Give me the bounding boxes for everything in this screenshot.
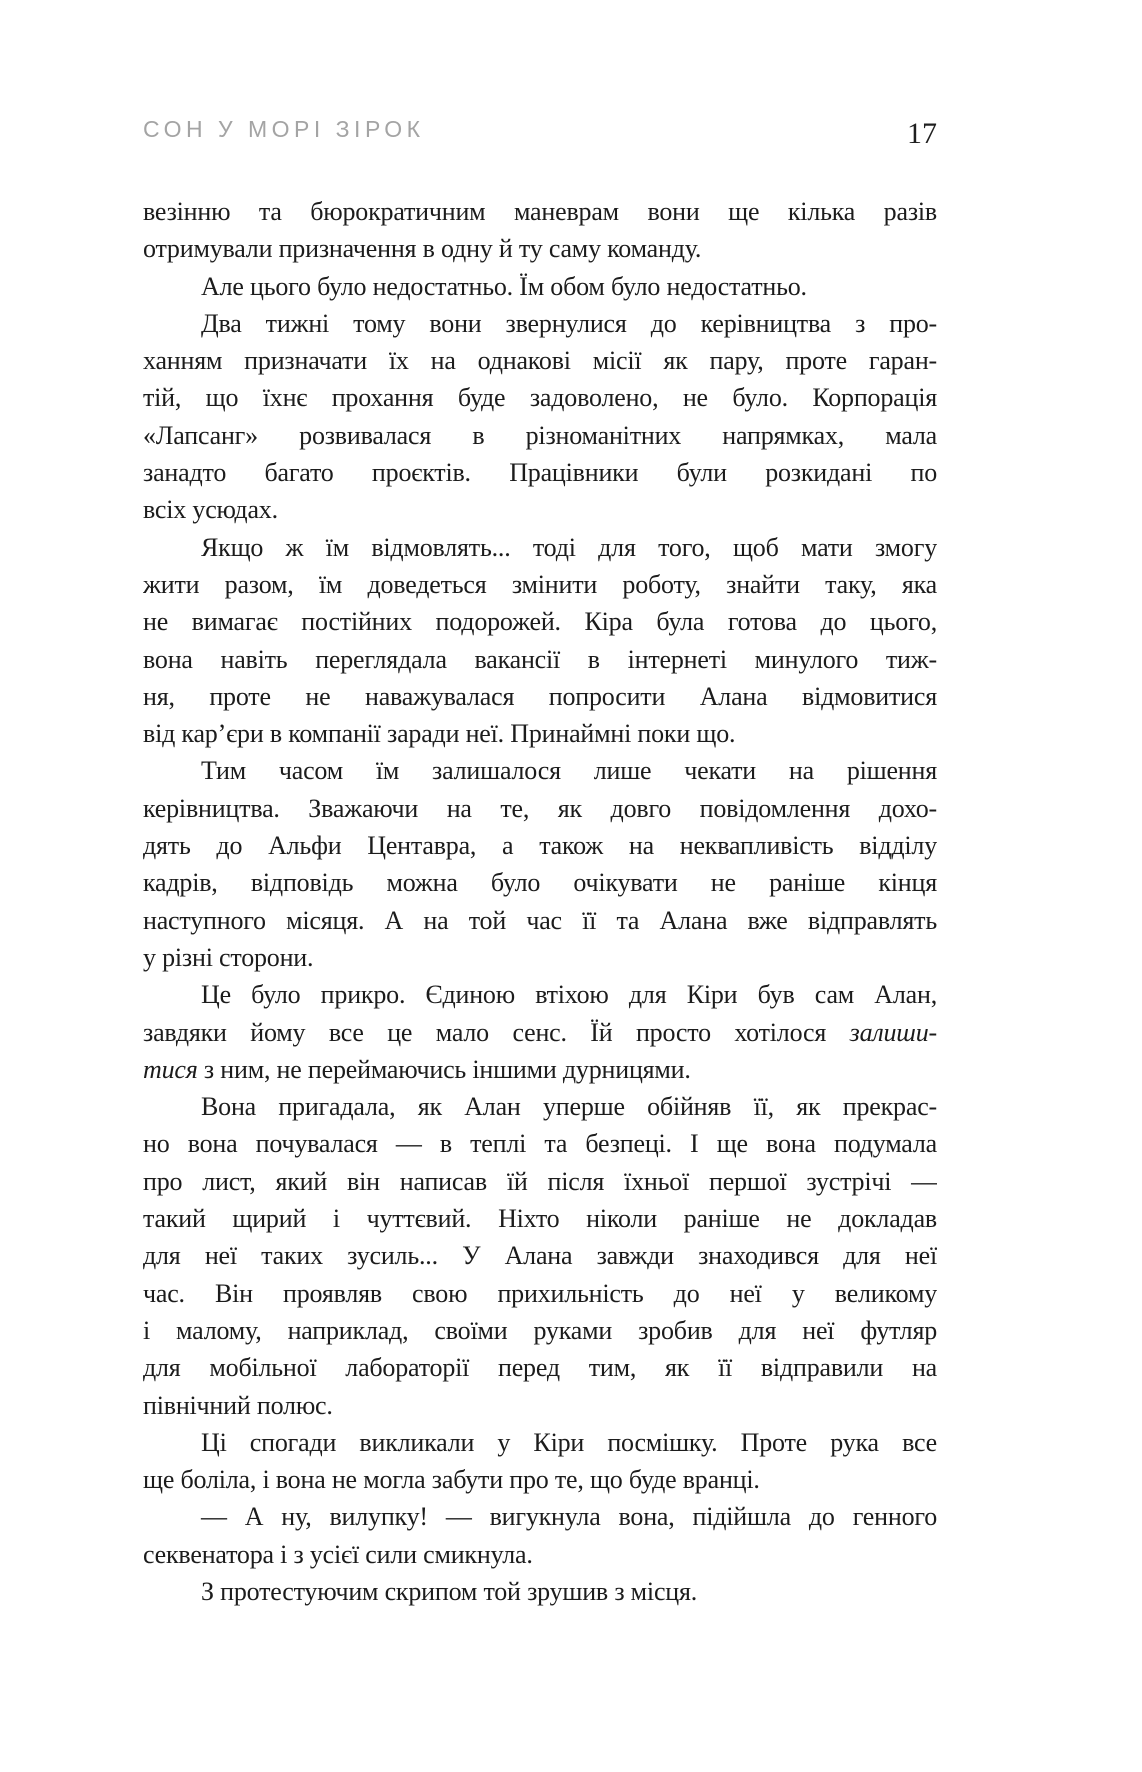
text-line	[143, 379, 937, 416]
text-line	[143, 976, 937, 1013]
text-segment: з ним, не переймаючись іншими дурницями.	[197, 1054, 691, 1084]
text-line	[143, 678, 937, 715]
text-segment: «Лапсанг» розвивалася в різноманітних напрямках, мала	[143, 420, 937, 450]
text-line	[143, 1498, 937, 1535]
text-segment: керівництва. Зважаючи на те, як довго повідомлення дохо-	[143, 793, 937, 823]
text-segment: Але цього було недостатньо. Їм обом було недостатньо.	[201, 271, 807, 301]
text-segment: і малому, наприклад, своїми руками зробив для неї футляр	[143, 1315, 937, 1345]
text-line	[143, 1461, 937, 1498]
text-segment: жити разом, їм доведеться змінити роботу, знайти таку, яка	[143, 569, 937, 599]
text-segment: не вимагає постійних подорожей. Кіра була готова до цього,	[143, 607, 937, 637]
text-segment: но вона почувалася — в теплі та безпеці. І ще вона подумала	[143, 1129, 937, 1159]
text-line	[143, 752, 937, 789]
text-segment: ханням призначати їх на однакові місії як пару, проте гаран-	[143, 346, 937, 376]
text-line	[143, 230, 937, 267]
running-header-title: СОН У МОРІ ЗІРОК	[143, 116, 425, 142]
text-line	[143, 902, 937, 939]
text-line	[143, 417, 937, 454]
text-segment: отримували призначення в одну й ту саму команду.	[143, 234, 702, 264]
text-line	[143, 491, 937, 528]
text-segment: занадто багато проєктів. Працівники були розкидані по	[143, 458, 937, 488]
text-segment: везінню та бюрократичним маневрам вони ще кілька разів	[143, 197, 937, 226]
italic-text: залиши-	[849, 1017, 937, 1047]
text-line	[143, 1200, 937, 1237]
text-segment: північний полюс.	[143, 1390, 333, 1420]
text-segment: Якщо ж їм відмовлять... тоді для того, щоб мати змогу	[201, 532, 937, 562]
text-segment: секвенатора і з усієї сили смикнула.	[143, 1539, 533, 1569]
text-line	[143, 193, 937, 230]
text-segment: для неї таких зусиль... У Алана завжди знаходився для неї	[143, 1241, 937, 1271]
text-segment: такий щирий і чуттєвий. Ніхто ніколи раніше не докладав	[143, 1204, 937, 1234]
text-line	[143, 566, 937, 603]
text-line	[143, 1573, 937, 1610]
text-line	[143, 1237, 937, 1274]
page-number: 17	[907, 117, 937, 150]
text-segment: ще боліла, і вона не могла забути про те, що буде вранці.	[143, 1465, 760, 1495]
text-segment: Вона пригадала, як Алан уперше обійняв її, як прекрас-	[201, 1092, 937, 1122]
text-segment: Тим часом їм залишалося лише чекати на рішення	[201, 756, 937, 786]
text-segment: кадрів, відповідь можна було очікувати не раніше кінця	[143, 868, 937, 898]
text-line	[143, 827, 937, 864]
text-segment: Ці спогади викликали у Кіри посмішку. Проте рука все	[201, 1427, 937, 1457]
text-block	[143, 193, 937, 1610]
text-segment: у різні сторони.	[143, 942, 314, 972]
text-line	[143, 1125, 937, 1162]
text-line	[143, 603, 937, 640]
italic-text: тися	[143, 1054, 198, 1084]
text-line	[143, 268, 937, 305]
text-segment: дять до Альфи Центавра, а також на неквапливість відділу	[143, 831, 937, 861]
text-line	[143, 864, 937, 901]
text-segment: тій, що їхнє прохання буде задоволено, не було. Корпорація	[143, 383, 937, 413]
text-line	[143, 1275, 937, 1312]
text-line	[143, 790, 937, 827]
text-line	[143, 1163, 937, 1200]
text-segment: — А ну, вилупку! — вигукнула вона, підійшла до генного	[201, 1502, 937, 1532]
text-segment: наступного місяця. А на той час її та Алана вже відправлять	[143, 905, 937, 935]
text-line	[143, 1387, 937, 1424]
text-line	[143, 715, 937, 752]
text-line	[143, 1014, 937, 1051]
text-segment: для мобільної лабораторії перед тим, як її відправили на	[143, 1353, 937, 1383]
text-segment: З протестуючим скрипом той зрушив з місця.	[201, 1576, 698, 1606]
text-segment: всіх усюдах.	[143, 495, 278, 525]
text-segment: Це було прикро. Єдиною втіхою для Кіри був сам Алан,	[201, 980, 937, 1010]
text-segment: час. Він проявляв свою прихильність до неї у великому	[143, 1278, 937, 1308]
text-line	[143, 454, 937, 491]
text-line	[143, 1088, 937, 1125]
text-segment: від кар’єри в компанії заради неї. Принаймні поки що.	[143, 719, 736, 749]
text-line	[143, 1349, 937, 1386]
text-line	[143, 1051, 937, 1088]
text-line	[143, 342, 937, 379]
text-line	[143, 1536, 937, 1573]
text-line	[143, 305, 937, 342]
text-line	[143, 1312, 937, 1349]
text-line	[143, 1424, 937, 1461]
text-segment: завдяки йому все це мало сенс. Їй просто хотілося	[143, 1017, 850, 1047]
text-line	[143, 939, 937, 976]
text-segment: вона навіть переглядала вакансії в інтернеті минулого тиж-	[143, 644, 937, 674]
text-line	[143, 529, 937, 566]
text-segment: ня, проте не наважувалася попросити Алана відмовитися	[143, 681, 937, 711]
text-segment: про лист, який він написав їй після їхньої першої зустрічі —	[143, 1166, 937, 1196]
text-line	[143, 641, 937, 678]
text-segment: Два тижні тому вони звернулися до керівництва з про-	[201, 308, 937, 338]
